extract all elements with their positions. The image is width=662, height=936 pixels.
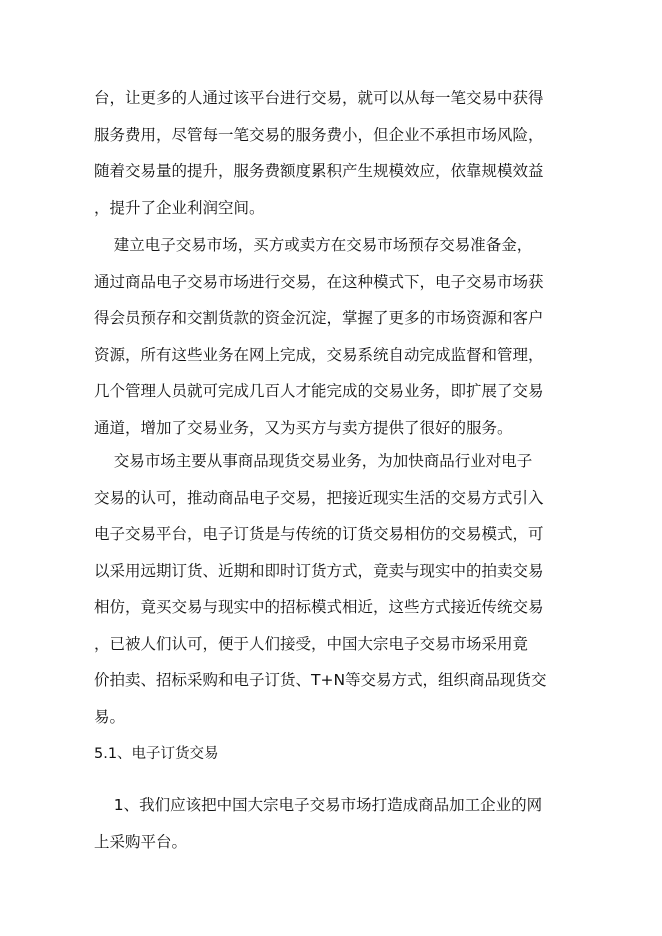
text-line: 资源，所有这些业务在网上完成，交易系统自动完成监督和管理， (94, 345, 544, 364)
text-line: ，提升了企业利润空间。 (94, 198, 265, 217)
text-line: 上采购平台。 (94, 832, 188, 851)
text-line: 得会员预存和交割货款的资金沉淀，掌握了更多的市场资源和客户 (94, 309, 544, 327)
text-line: 几个管理人员就可完成几百人才能完成的交易业务，即扩展了交易 (94, 382, 544, 400)
text-line: 交易市场主要从事商品现货交易业务，为加快商品行业对电子 (94, 452, 533, 470)
paragraph-electronic-market (94, 227, 564, 446)
text-line: ，已被人们认可，便于人们接受，中国大宗电子交易市场采用竟 (94, 634, 529, 653)
text-line: 1、我们应该把中国大宗电子交易市场打造成商品加工企业的网 (94, 796, 543, 814)
text-line: 价拍卖、招标采购和电子订货、T+N等交易方式，组织商品现货交 (94, 671, 547, 689)
text-line: 服务费用，尽管每一笔交易的服务费小，但企业不承担市场风险， (94, 125, 544, 144)
paragraph-purchase-platform (94, 787, 564, 860)
section-heading: 5.1、电子订货交易 (94, 746, 219, 762)
paragraph-spot-trading (94, 443, 564, 735)
paragraph-platform-fees (94, 80, 564, 226)
text-line: 通道，增加了交易业务，又为买方与卖方提供了很好的服务。 (94, 418, 513, 437)
text-line: 台，让更多的人通过该平台进行交易，就可以从每一笔交易中获得 (94, 89, 544, 107)
text-line: 电子交易平台，电子订货是与传统的订货交易相仿的交易模式，可 (94, 525, 544, 543)
text-line: 易。 (94, 707, 126, 726)
text-line: 以采用远期订货、近期和即时订货方式，竟卖与现实中的拍卖交易 (94, 561, 544, 580)
text-line: 通过商品电子交易市场进行交易，在这种模式下，电子交易市场获 (94, 272, 544, 291)
text-line: 建立电子交易市场，买方或卖方在交易市场预存交易准备金， (94, 236, 533, 254)
text-line: 随着交易量的提升，服务费额度累积产生规模效应，依靠规模效益 (94, 162, 544, 180)
text-line: 相仿，竟买交易与现实中的招标模式相近，这些方式接近传统交易 (94, 598, 544, 616)
text-line: 交易的认可，推动商品电子交易，把接近现实生活的交易方式引入 (94, 488, 544, 507)
